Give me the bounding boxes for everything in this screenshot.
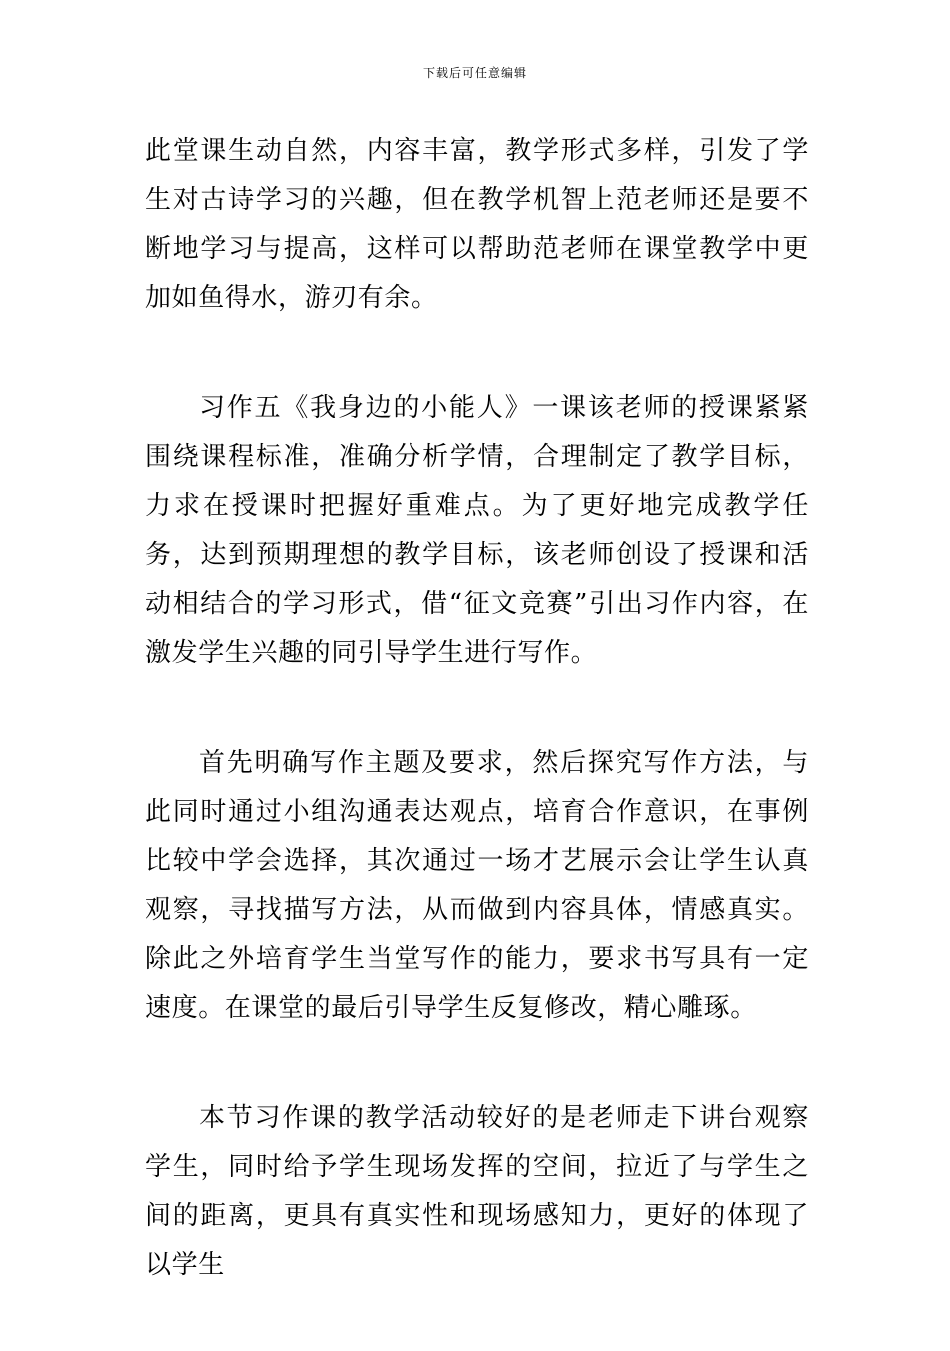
paragraph-1: 此堂课生动自然，内容丰富，教学形式多样，引发了学生对古诗学习的兴趣，但在教学机智上范老师还是要不断地学习与提高，这样可以帮助范老师在课堂教学中更加如鱼得水，游刃有余。: [145, 136, 809, 313]
page-header: 下载后可任意编辑: [422, 66, 527, 80]
document-body: [145, 127, 809, 1351]
paragraph-4: 本节习作课的教学活动较好的是老师走下讲台观察学生，同时给予学生现场发挥的空间，拉近了与学生之间的距离，更具有真实性和现场感知力，更好的体现了以学生: [145, 1103, 809, 1280]
paragraph-2: 习作五《我身边的小能人》一课该老师的授课紧紧围绕课程标准，准确分析学情，合理制定了教学目标，力求在授课时把握好重难点。为了更好地完成教学任务，达到预期理想的教学目标，该老师创设了授课和活动相结合的学习形式，借“征文竞赛”引出习作内容，在激发学生兴趣的同引导学生进行写作。: [145, 393, 809, 668]
paragraph-3: 首先明确写作主题及要求，然后探究写作方法，与此同时通过小组沟通表达观点，培育合作意识，在事例比较中学会选择，其次通过一场才艺展示会让学生认真观察，寻找描写方法，从而做到内容具体，情感真实。除此之外培育学生当堂写作的能力，要求书写具有一定速度。在课堂的最后引导学生反复修改，精心雕琢。: [145, 748, 809, 1023]
